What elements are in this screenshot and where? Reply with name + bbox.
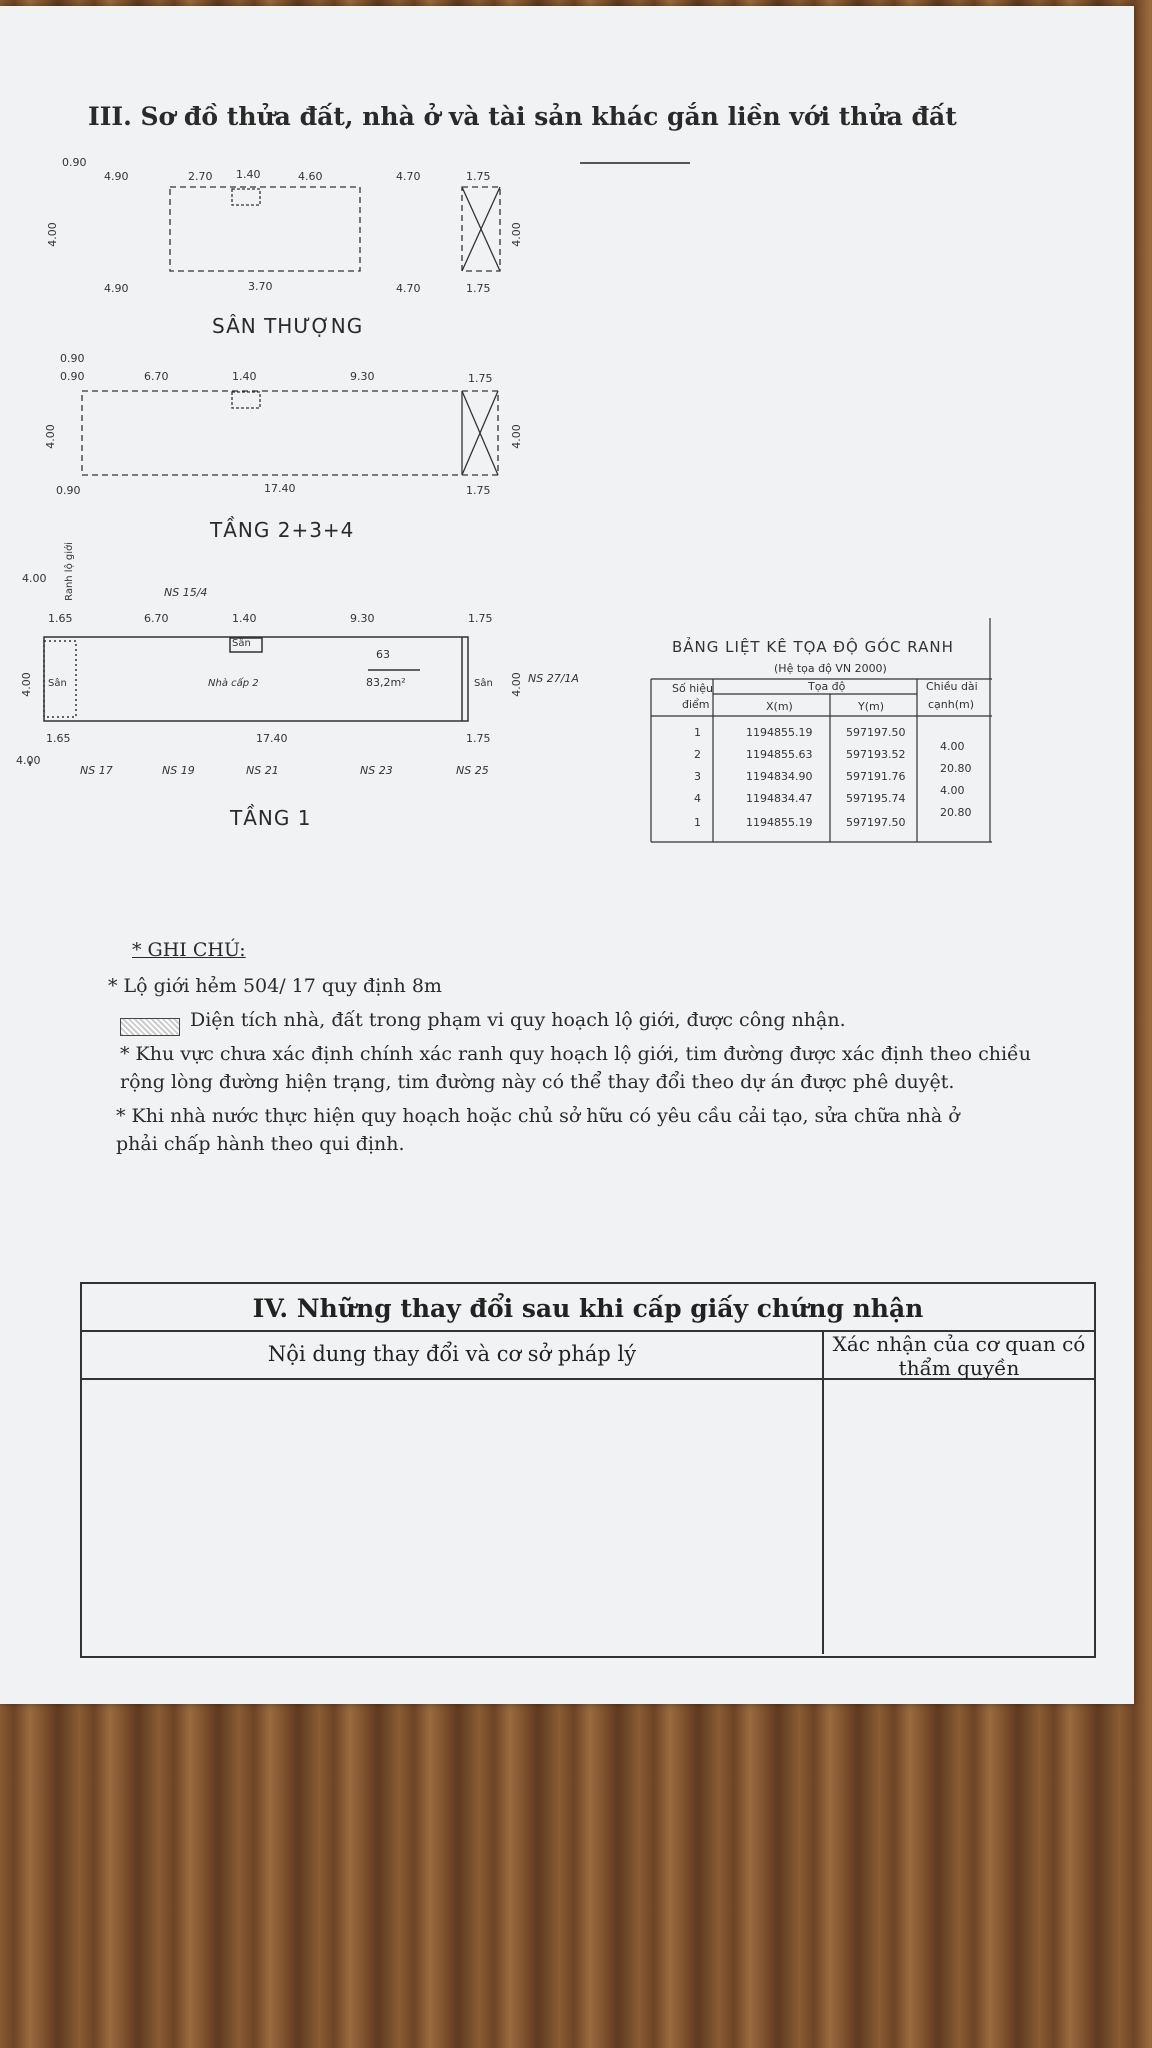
note-line: rộng lòng đường hiện trạng, tim đường này có thể thay đổi theo dự án được phê duyệt. [120,1071,955,1093]
room-label-yard: Sân [48,678,67,689]
floor-title-2-3-4: TẦNG 2+3+4 [210,518,355,542]
certificate-page [0,6,1134,1704]
coord-y: 597193.52 [846,748,906,761]
coord-y: 597197.50 [846,816,906,829]
note-line: * Lộ giới hẻm 504/ 17 quy định 8m [108,975,442,997]
note-line: * Khu vực chưa xác định chính xác ranh quy hoạch lộ giới, tim đường được xác định theo chiều [120,1043,1031,1065]
floor2-outline [82,391,498,475]
edge-length: 20.80 [940,806,972,819]
floor2-stair [232,392,260,408]
dim-label: 1.40 [236,168,261,181]
column-header-authority: Xác nhận của cơ quan có thẩm quyền [832,1332,1086,1380]
dim-label: 9.30 [350,370,375,383]
edge-length: 4.00 [940,740,965,753]
dim-label: 0.90 [60,352,85,365]
change-content-cell[interactable] [82,1380,820,1654]
dim-label: 4.00 [16,754,41,767]
dim-label: 4.70 [396,282,421,295]
coord-x: 1194834.47 [746,792,813,805]
dim-label: 1.65 [48,612,73,625]
dim-label: 9.30 [350,612,375,625]
note-line: phải chấp hành theo qui định. [116,1133,405,1155]
dim-label: 4.00 [509,672,523,697]
boundary-label: Ranh lộ giới [63,542,75,601]
coord-x: 1194855.19 [746,816,813,829]
coord-table-header: điểm [682,698,710,711]
dim-label: 1.75 [466,282,491,295]
dim-label: 1.75 [466,732,491,745]
coord-y: 597191.76 [846,770,906,783]
column-header-content: Nội dung thay đổi và cơ sở pháp lý [267,1342,637,1366]
house-area: 83,2m² [366,676,406,689]
plan-floor-2-3-4 [82,391,498,475]
coord-table-subtitle: (Hệ tọa độ VN 2000) [774,662,887,675]
neighbor-label: NS 23 [360,764,393,777]
plan-rooftop [170,187,500,271]
notes-heading: * GHI CHÚ: [132,939,246,961]
coord-table-header: Chiều dài [926,680,978,693]
dim-label: 6.70 [144,612,169,625]
section-iv-table [80,1282,1096,1658]
dim-label: 1.75 [466,484,491,497]
dim-label: 0.90 [56,484,81,497]
floor-title-rooftop: SÂN THƯỢNG [212,314,364,338]
dim-label: 1.75 [468,372,493,385]
coord-table-header: Tọa độ [808,680,846,693]
coord-point: 1 [694,726,701,739]
dim-label: 4.00 [19,672,33,697]
dim-label: 1.75 [468,612,493,625]
dim-label: 3.70 [248,280,273,293]
neighbor-label: NS 25 [456,764,489,777]
plot-number: 63 [376,648,390,661]
coord-table-header: X(m) [766,700,793,713]
room-label-yard: Sân [474,678,493,689]
dim-label: 4.00 [509,222,523,247]
dim-label: 4.00 [509,424,523,449]
coord-y: 597195.74 [846,792,906,805]
dim-label: 4.90 [104,170,129,183]
dim-label: 2.70 [188,170,213,183]
coord-point: 2 [694,748,701,761]
room-label-yard: Sân [232,638,251,649]
dim-label: 0.90 [60,370,85,383]
room-label-house: Nhà cấp 2 [208,678,259,689]
dim-label: 1.40 [232,612,257,625]
dim-label: 4.60 [298,170,323,183]
coord-x: 1194855.63 [746,748,813,761]
dim-label: 1.75 [466,170,491,183]
coord-x: 1194855.19 [746,726,813,739]
neighbor-label: NS 17 [80,764,113,777]
dim-label: 4.70 [396,170,421,183]
edge-length: 20.80 [940,762,972,775]
coord-y: 597197.50 [846,726,906,739]
dim-label: 4.00 [45,222,59,247]
dim-label: 6.70 [144,370,169,383]
floor-title-1: TẦNG 1 [230,806,312,830]
note-line: Diện tích nhà, đất trong phạm vi quy hoạch lộ giới, được công nhận. [190,1009,846,1031]
neighbor-label: NS 21 [246,764,279,777]
coord-table-header: Y(m) [858,700,885,713]
neighbor-label: NS 15/4 [164,586,208,599]
authority-confirm-cell[interactable] [824,1380,1094,1654]
coord-point: 3 [694,770,701,783]
plan-floor-1 [30,637,468,766]
neighbor-label: NS 27/1A [528,672,579,685]
coord-point: 4 [694,792,701,805]
dim-label: 1.40 [232,370,257,383]
rooftop-stair [232,189,260,205]
note-line: * Khi nhà nước thực hiện quy hoạch hoặc chủ sở hữu có yêu cầu cải tạo, sửa chữa nhà ở [116,1105,960,1127]
coord-table-header: Số hiệu [672,682,713,695]
dim-label: 1.65 [46,732,71,745]
dim-label: 17.40 [256,732,288,745]
rooftop-outline [170,187,360,271]
coord-point: 1 [694,816,701,829]
dim-label: 4.00 [22,572,47,585]
legend-hatch-box [120,1018,180,1036]
dim-label: 4.90 [104,282,129,295]
section-iii-title: III. Sơ đồ thửa đất, nhà ở và tài sản khác gắn liền với thửa đất [88,102,957,131]
dim-label: 4.00 [43,424,57,449]
edge-length: 4.00 [940,784,965,797]
neighbor-label: NS 19 [162,764,195,777]
section-iv-title: IV. Những thay đổi sau khi cấp giấy chứng nhận [252,1294,924,1323]
coord-table-title: BẢNG LIỆT KÊ TỌA ĐỘ GÓC RANH [672,638,954,656]
dim-label: 0.90 [62,156,87,169]
floor-plans-drawing [0,6,1134,886]
dim-label: 17.40 [264,482,296,495]
coord-x: 1194834.90 [746,770,813,783]
coord-table-header: cạnh(m) [928,698,975,711]
